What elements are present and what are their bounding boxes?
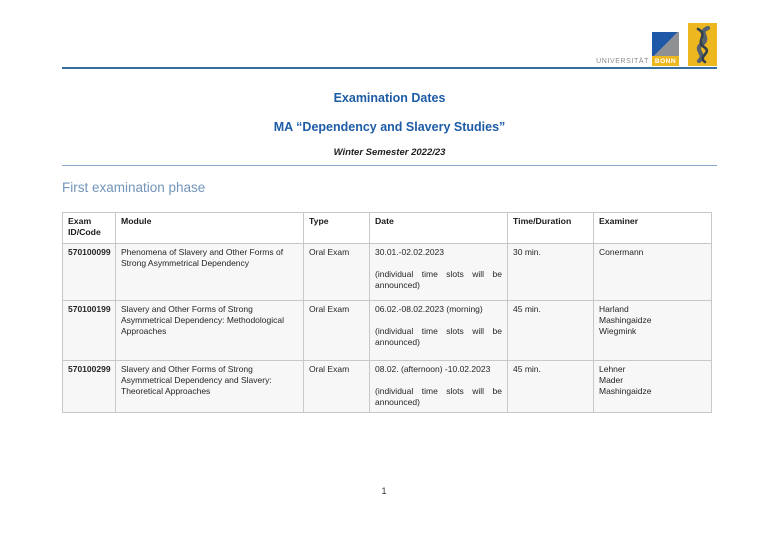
- column-header-duration: Time/Duration: [508, 213, 594, 244]
- exam-dates-table: [62, 212, 712, 413]
- examiner-list: [594, 301, 712, 361]
- uni-bonn-diagonal-square-icon: [652, 32, 679, 56]
- exam-type: Oral Exam: [304, 301, 370, 361]
- examiner-list: [594, 361, 712, 413]
- examiner-name: Harland: [599, 304, 629, 314]
- exam-date: [370, 361, 508, 413]
- exam-duration: 45 min.: [508, 361, 594, 413]
- header-rule: [62, 67, 717, 69]
- university-wordmark: UNIVERSITÄT: [596, 58, 649, 65]
- page-number: 1: [381, 486, 387, 496]
- exam-type: Oral Exam: [304, 244, 370, 301]
- date-range: 30.01.-02.02.2023: [375, 247, 445, 257]
- examiner-name: Mashingaidze: [599, 315, 652, 326]
- examiner-name: Conermann: [599, 247, 644, 257]
- program-title: MA “Dependency and Slavery Studies”: [273, 120, 506, 134]
- bonn-label: BONN: [652, 56, 679, 66]
- examiner-name: Mashingaidze: [599, 386, 652, 397]
- module-name: Phenomena of Slavery and Other Forms of Strong Asymmetrical Dependency: [116, 244, 304, 301]
- exam-date: [370, 301, 508, 361]
- exam-duration: 30 min.: [508, 244, 594, 301]
- table-row: [63, 244, 712, 301]
- semester-subtitle: Winter Semester 2022/23: [333, 147, 446, 158]
- date-range: 08.02. (afternoon) -10.02.2023: [375, 364, 491, 374]
- examiner-name: Wiegmink: [599, 326, 637, 337]
- exam-id: 570100199: [63, 301, 116, 361]
- column-header-examiner: Examiner: [594, 213, 712, 244]
- examiner-name: Lehner: [599, 364, 626, 374]
- exam-type: Oral Exam: [304, 361, 370, 413]
- header-logo-row: [62, 0, 717, 66]
- table-row: [63, 361, 712, 413]
- title-rule: [62, 165, 717, 166]
- examiner-list: [594, 244, 712, 301]
- exam-duration: 45 min.: [508, 301, 594, 361]
- university-bonn-logo: [596, 32, 679, 66]
- column-header-module: Module: [116, 213, 304, 244]
- module-name: Slavery and Other Forms of Strong Asymmetrical Dependency and Slavery: Theoretical Approaches: [116, 361, 304, 413]
- date-note: (individual time slots will be announced): [375, 386, 502, 408]
- column-header-type: Type: [304, 213, 370, 244]
- date-note: (individual time slots will be announced): [375, 269, 502, 291]
- table-row: [63, 301, 712, 361]
- column-header-date: Date: [370, 213, 508, 244]
- examiner-name: Mader: [599, 375, 624, 386]
- uni-bonn-mark: [652, 32, 679, 66]
- date-note: (individual time slots will be announced): [375, 326, 502, 348]
- section-heading: First examination phase: [62, 180, 206, 195]
- table-header-row: [63, 213, 712, 244]
- exam-id: 570100299: [63, 361, 116, 413]
- exam-id: 570100099: [63, 244, 116, 301]
- module-name: Slavery and Other Forms of Strong Asymmetrical Dependency: Methodological Approaches: [116, 301, 304, 361]
- exam-date: [370, 244, 508, 301]
- date-range: 06.02.-08.02.2023 (morning): [375, 304, 483, 314]
- bcdss-knot-icon: [688, 23, 717, 66]
- column-header-exam-id: Exam ID/Code: [63, 213, 116, 244]
- document-title: Examination Dates: [333, 91, 446, 105]
